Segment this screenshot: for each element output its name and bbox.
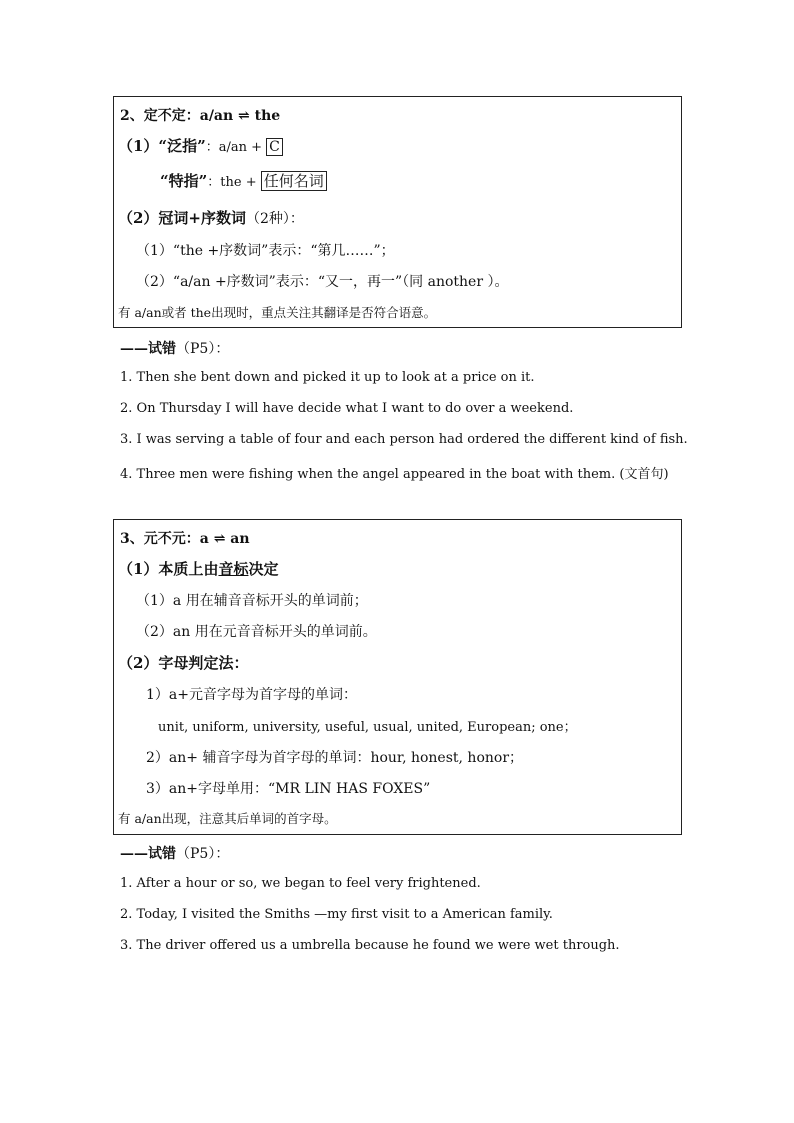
practice-2-item: 2. Today, I visited the Smiths —my first visit to a American family.: [120, 907, 553, 922]
section-2-note: 有 a/an或者 the出现时，重点关注其翻译是否符合语意。: [118, 305, 437, 320]
item-1-sep: ：a/an +: [205, 140, 267, 155]
item-1-underlined: 音标: [218, 560, 249, 578]
practice-1-title: [120, 338, 229, 358]
section-3-rule-1-words: unit, uniform, university, useful, usual, united, European; one；: [158, 720, 577, 735]
practice-2-title: [120, 843, 229, 863]
item-1-pre: （1）本质上由: [118, 560, 219, 578]
section-3-sub-1: （1）a 用在辅音音标开头的单词前；: [136, 593, 368, 609]
item-2-label: （2）冠词+序数词: [118, 209, 247, 227]
section-2-item-2: [118, 207, 304, 228]
section-2-heading: [120, 105, 280, 125]
section-2-sub-2: （2）“a/an +序数词”表示：“又一，再一”（同 another ）。: [136, 274, 509, 290]
section-3-item-1: [118, 558, 278, 579]
section-2-item-1b: [160, 170, 327, 192]
practice-2-title-main: ——试错: [120, 846, 176, 862]
section-3-rule-2: 2）an+ 辅音字母为首字母的单词：hour, honest, honor；: [146, 750, 524, 766]
section-2-heading-rest: a/an ⇌ the: [199, 108, 281, 124]
practice-2-title-tail: （P5）：: [176, 846, 230, 862]
practice-1-item: 1. Then she bent down and picked it up to look at a price on it.: [120, 370, 535, 385]
item-2-tail: （2种）：: [246, 211, 304, 227]
section-2-heading-num: 2、定不定：: [120, 108, 200, 124]
item-1-post: 决定: [248, 560, 279, 578]
item-1-box: C: [266, 138, 283, 156]
section-2-sub-1: （1）“the +序数词”表示：“第几……”；: [136, 243, 395, 259]
item-1-label: （1）“泛指”: [118, 137, 206, 155]
item-1b-label: “特指”: [160, 172, 208, 190]
section-3-rule-3: 3）an+字母单用：“MR LIN HAS FOXES”: [146, 781, 431, 797]
section-3-note: 有 a/an出现，注意其后单词的首字母。: [118, 811, 337, 826]
practice-1-item: 3. I was serving a table of four and each person had ordered the different kind of fish.: [120, 432, 688, 447]
section-3-rule-1: 1）a+元音字母为首字母的单词：: [146, 687, 357, 703]
section-3-item-2: （2）字母判定法：: [118, 654, 249, 672]
practice-2-item: 1. After a hour or so, we began to feel very frightened.: [120, 876, 481, 891]
section-3-heading: [120, 528, 250, 548]
practice-1-title-tail: （P5）：: [176, 341, 230, 357]
practice-1-item: 4. Three men were fishing when the angel appeared in the boat with them. (文首句): [120, 467, 669, 482]
section-3-heading-num: 3、元不元：: [120, 531, 200, 547]
section-3-sub-2: （2）an 用在元音音标开头的单词前。: [136, 624, 377, 640]
practice-2-item: 3. The driver offered us a umbrella because he found we were wet through.: [120, 938, 620, 953]
item-1b-sep: ：the +: [207, 175, 261, 190]
section-3-heading-rest: a ⇌ an: [199, 531, 250, 547]
practice-1-title-main: ——试错: [120, 341, 176, 357]
section-2-item-1: [118, 135, 283, 157]
practice-1-item: 2. On Thursday I will have decide what I want to do over a weekend.: [120, 401, 574, 416]
item-1b-box: 任何名词: [261, 171, 327, 191]
